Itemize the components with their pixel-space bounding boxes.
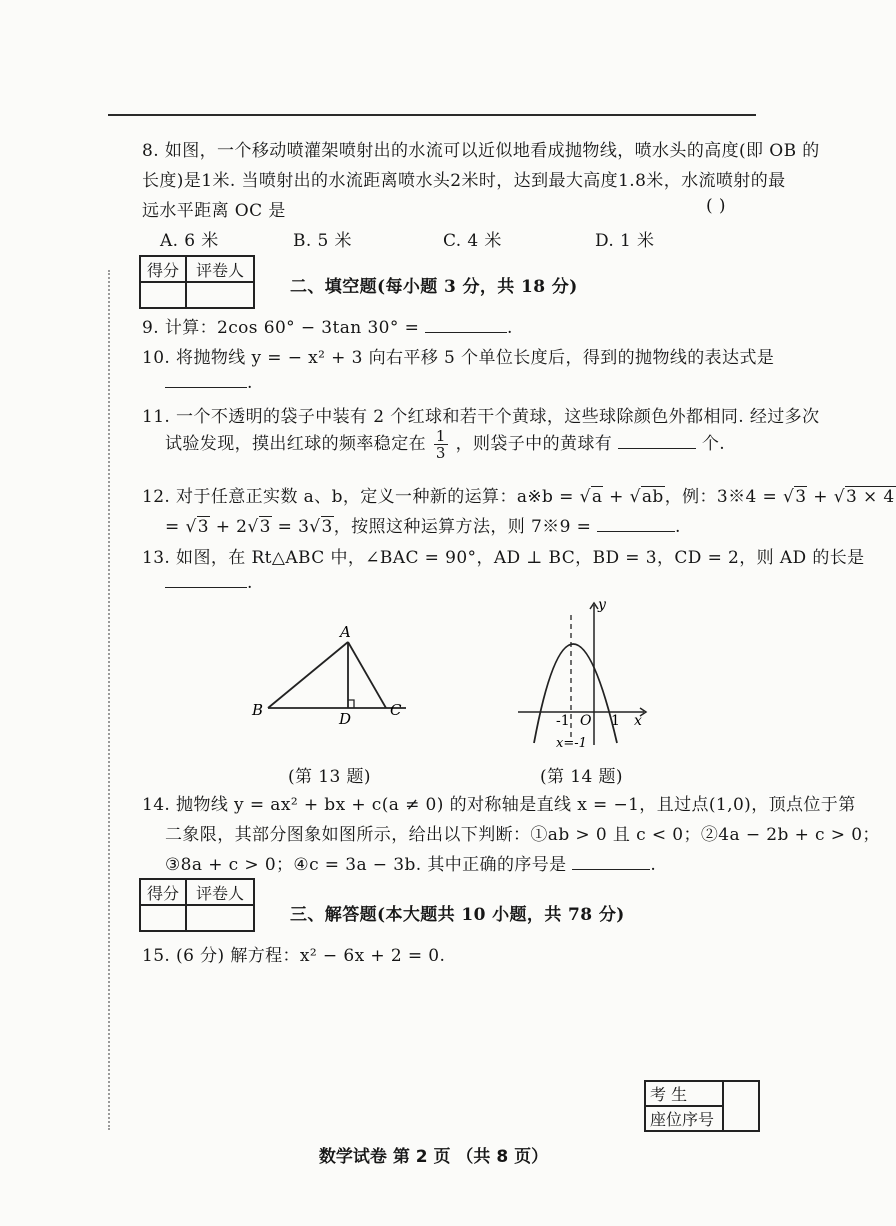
q11-line1: 11. 一个不透明的袋子中装有 2 个红球和若干个黄球，这些球除颜色外都相同. 经过多次 xyxy=(142,407,820,427)
grader-label: 评卷人 xyxy=(186,256,254,282)
q14-line3: ③8a + c > 0；④c = 3a − 3b. 其中正确的序号是 . xyxy=(165,855,657,875)
figure-14-parabola xyxy=(512,595,662,755)
binding-margin-dots xyxy=(108,270,110,1130)
fraction-numerator: 1 xyxy=(435,427,446,445)
plus-sign: + xyxy=(807,487,834,507)
q11-answer-blank[interactable] xyxy=(618,447,696,449)
sqrt-3: 3 xyxy=(259,517,271,537)
label-pos-one: 1 xyxy=(611,713,620,729)
figure-13-triangle xyxy=(240,620,420,730)
sqrt-icon: √ xyxy=(185,517,197,537)
q14-line2: 二象限，其部分图象如图所示，给出以下判断：①ab > 0 且 c < 0；②4a − 2b + c > 0； xyxy=(165,825,880,845)
q13-answer-blank[interactable] xyxy=(165,586,247,588)
q8-line3: 远水平距离 OC 是 xyxy=(142,201,286,221)
sqrt-icon: √ xyxy=(782,487,795,507)
plus-sign: + xyxy=(603,487,630,507)
q13-line2: . xyxy=(165,573,253,593)
section2-heading: 二、填空题(每小题 3 分，共 18 分) xyxy=(290,277,578,297)
figure-13-caption: (第 13 题) xyxy=(288,767,371,787)
label-a: A xyxy=(340,623,351,641)
q12-line1 xyxy=(142,482,896,507)
seat-number-cell[interactable] xyxy=(723,1081,759,1131)
score-cell[interactable] xyxy=(140,282,186,308)
figure-14-caption: (第 14 题) xyxy=(540,767,623,787)
q14-line1: 14. 抛物线 y = ax² + bx + c(a ≠ 0) 的对称轴是直线 x = −1，且过点(1,0)，顶点位于第 xyxy=(142,795,856,815)
q8-option-d: D. 1 米 xyxy=(595,231,655,251)
q10-line2: . xyxy=(165,373,253,393)
label-origin: O xyxy=(580,713,592,729)
label-symmetry-axis: x=-1 xyxy=(556,736,587,751)
q8-line2: 长度)是1米. 当喷射出的水流距离喷水头2米时，达到最大高度1.8米，水流喷射的最 xyxy=(142,171,786,191)
sqrt-ab: ab xyxy=(641,487,664,507)
q9-text: 9. 计算：2cos 60° − 3tan 30° = . xyxy=(142,318,513,338)
sqrt-icon: √ xyxy=(579,487,591,507)
q12-plus-two: + 2 xyxy=(209,517,248,537)
q11-line2 xyxy=(165,428,725,461)
score-box-section2 xyxy=(139,255,255,309)
q8-option-a: A. 6 米 xyxy=(160,231,219,251)
q10-line1: 10. 将抛物线 y = − x² + 3 向右平移 5 个单位长度后，得到的抛物线的表达式是 xyxy=(142,348,775,368)
grader-cell[interactable] xyxy=(186,905,254,931)
q9-answer-blank[interactable] xyxy=(425,331,507,333)
q12-answer-blank[interactable] xyxy=(597,530,675,532)
label-b: B xyxy=(252,701,264,719)
sqrt-3: 3 xyxy=(197,517,209,537)
fraction-one-third xyxy=(434,428,448,461)
sqrt-icon: √ xyxy=(247,517,259,537)
label-neg-one: -1 xyxy=(556,713,570,729)
sqrt-3: 3 xyxy=(321,517,333,537)
label-y: y xyxy=(598,597,606,613)
grader-cell[interactable] xyxy=(186,282,254,308)
segment-ab xyxy=(268,642,348,708)
q12-line2: = √3 + 2√3 = 3√3，按照这种运算方法，则 7※9 = . xyxy=(165,517,681,537)
parabola-curve xyxy=(534,644,617,743)
q12-question: ，按照这种运算方法，则 7※9 = xyxy=(333,517,592,537)
sqrt-a: a xyxy=(591,487,603,507)
seat-number-box xyxy=(644,1080,760,1132)
q11-line2-start: 试验发现，摸出红球的频率稳定在 xyxy=(165,434,426,454)
q15-text: 15. (6 分) 解方程：x² − 6x + 2 = 0. xyxy=(142,946,446,966)
q12-eq-three: = 3 xyxy=(271,517,310,537)
score-cell[interactable] xyxy=(140,905,186,931)
q11-line2-end: 个. xyxy=(701,434,726,454)
segment-ac xyxy=(348,642,386,708)
q11-line2-mid: ，则袋子中的黄球有 xyxy=(455,434,613,454)
grader-label: 评卷人 xyxy=(186,879,254,905)
score-label: 得分 xyxy=(140,256,186,282)
q14-line3-text: ③8a + c > 0；④c = 3a − 3b. 其中正确的序号是 xyxy=(165,855,567,875)
q12-def-start: 12. 对于任意正实数 a、b，定义一种新的运算：a※b = xyxy=(142,487,580,507)
fraction-denominator: 3 xyxy=(435,444,446,462)
q10-answer-blank[interactable] xyxy=(165,386,247,388)
label-d: D xyxy=(339,710,352,728)
q8-option-c: C. 4 米 xyxy=(443,231,502,251)
sqrt-3x4: 3 × 4 xyxy=(845,487,895,507)
label-x: x xyxy=(634,713,642,729)
score-box-section3 xyxy=(139,878,255,932)
q12-eq-sign: = xyxy=(165,517,186,537)
sqrt-icon: √ xyxy=(309,517,321,537)
top-rule xyxy=(108,114,756,116)
q13-line1: 13. 如图，在 Rt△ABC 中，∠BAC = 90°，AD ⊥ BC，BD = 3，CD = 2，则 AD 的长是 xyxy=(142,548,865,568)
q12-example-start: ，例：3※4 = xyxy=(664,487,783,507)
sqrt-icon: √ xyxy=(629,487,641,507)
seat-label-line2: 座位序号 xyxy=(645,1106,723,1131)
section3-heading: 三、解答题(本大题共 10 小题，共 78 分) xyxy=(290,905,625,925)
sqrt-icon: √ xyxy=(833,487,845,507)
sqrt-3: 3 xyxy=(795,487,807,507)
seat-label-line1: 考 生 xyxy=(645,1081,723,1106)
q8-answer-paren: ( ) xyxy=(706,196,726,216)
q8-line1: 8. 如图，一个移动喷灌架喷射出的水流可以近似地看成抛物线，喷水头的高度(即 OB 的 xyxy=(142,141,820,161)
q9-stem: 9. 计算：2cos 60° − 3tan 30° = xyxy=(142,318,420,338)
score-label: 得分 xyxy=(140,879,186,905)
label-c: C xyxy=(390,701,402,719)
page-footer: 数学试卷 第 2 页 （共 8 页） xyxy=(318,1147,549,1167)
q8-option-b: B. 5 米 xyxy=(293,231,352,251)
q14-answer-blank[interactable] xyxy=(572,868,650,870)
